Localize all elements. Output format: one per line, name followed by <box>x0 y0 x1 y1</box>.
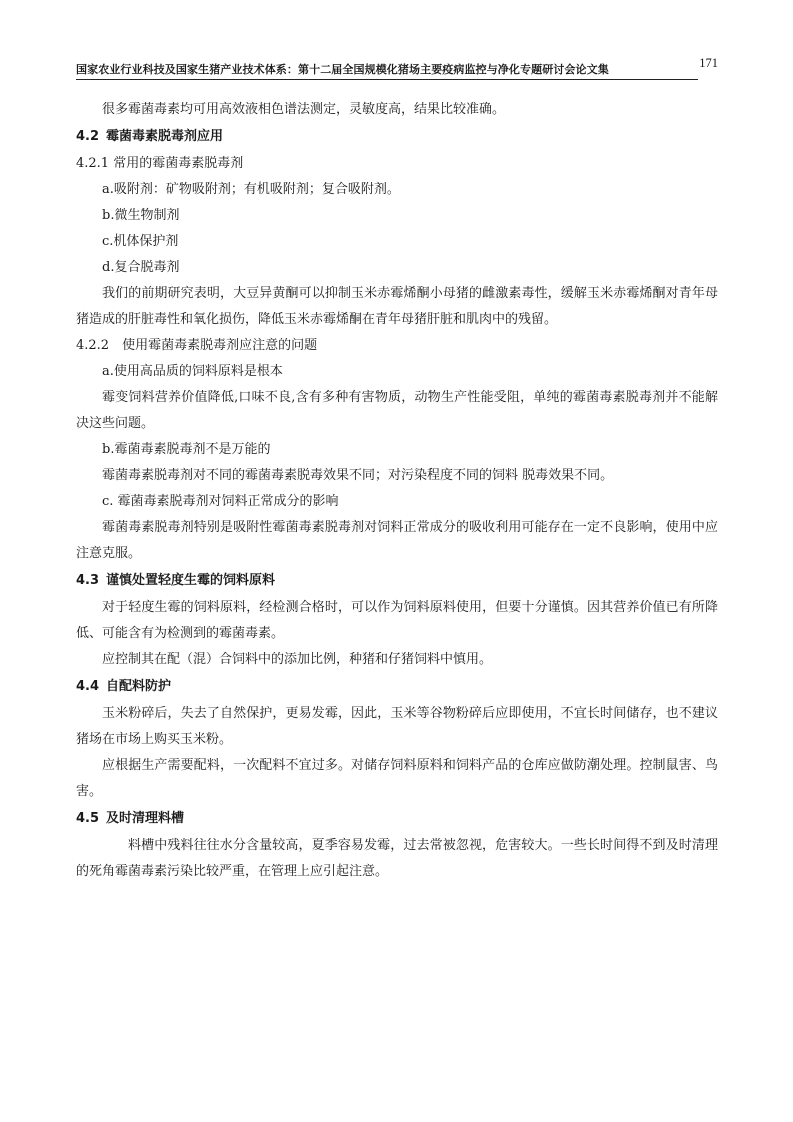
subsection-4-2-2-heading: 4.2.2 使用霉菌毒素脱毒剂应注意的问题 <box>76 338 318 353</box>
running-header <box>76 56 718 80</box>
section-title: 自配料防护 <box>106 679 172 694</box>
header-title: 国家农业行业科技及国家生猪产业技术体系：第十二届全国规模化猪场主要疫病监控与净化专题研讨会论文集 <box>76 63 609 76</box>
section-4-5-heading <box>76 805 718 833</box>
section-4-4-paragraph-2: 应根据生产需要配料，一次配料不宜过多。对储存饲料原料和饲料产品的仓库应做防潮处理。控制鼠害、鸟害。 <box>76 758 718 799</box>
section-4-3-heading <box>76 567 718 595</box>
point-b-title: b.霉菌毒素脱毒剂不是万能的 <box>102 442 271 457</box>
section-4-4-heading <box>76 673 718 701</box>
page-number: 171 <box>699 56 718 70</box>
list-item: a.吸附剂：矿物吸附剂；有机吸附剂；复合吸附剂。 <box>102 182 400 197</box>
section-number: 4.5 <box>76 811 100 826</box>
section-4-2-heading <box>76 123 718 151</box>
section-title: 及时清理料槽 <box>106 811 185 826</box>
section-4-3-paragraph-2: 应控制其在配（混）合饲料中的添加比例，种猪和仔猪饲料中慎用。 <box>102 652 493 667</box>
list-item: c.机体保护剂 <box>102 234 179 249</box>
subsection-4-2-1-heading: 4.2.1 常用的霉菌毒素脱毒剂 <box>76 156 244 171</box>
point-b-text: 霉菌毒素脱毒剂对不同的霉菌毒素脱毒效果不同；对污染程度不同的饲料 脱毒效果不同。 <box>102 468 614 483</box>
section-4-4-paragraph-1: 玉米粉碎后，失去了自然保护，更易发霉，因此，玉米等谷物粉碎后应即使用，不宜长时间储存，也不建议猪场在市场上购买玉米粉。 <box>76 706 718 747</box>
section-4-3-paragraph-1: 对于轻度生霉的饲料原料，经检测合格时，可以作为饲料原料使用，但要十分谨慎。因其营养价值已有所降低、可能含有为检测到的霉菌毒素。 <box>76 600 718 641</box>
section-number: 4.4 <box>76 679 100 694</box>
point-c-title: c. 霉菌毒素脱毒剂对饲料正常成分的影响 <box>102 494 339 509</box>
section-title: 霉菌毒素脱毒剂应用 <box>106 129 224 144</box>
section-title: 谨慎处置轻度生霉的饲料原料 <box>106 573 276 588</box>
point-a-title: a.使用高品质的饲料原料是根本 <box>102 364 283 379</box>
list-item: b.微生物制剂 <box>102 208 180 223</box>
document-body <box>76 97 718 885</box>
research-paragraph: 我们的前期研究表明，大豆异黄酮可以抑制玉米赤霉烯酮小母猪的雌激素毒性，缓解玉米赤霉烯酮对青年母猪造成的肝脏毒性和氧化损伤，降低玉米赤霉烯酮在青年母猪肝脏和肌肉中的残留。 <box>76 286 718 327</box>
section-number: 4.2 <box>76 129 100 144</box>
intro-paragraph: 很多霉菌毒素均可用高效液相色谱法测定，灵敏度高，结果比较准确。 <box>102 102 506 117</box>
section-number: 4.3 <box>76 573 100 588</box>
point-c-text: 霉菌毒素脱毒剂特别是吸附性霉菌毒素脱毒剂对饲料正常成分的吸收利用可能存在一定不良影响，使用中应注意克服。 <box>76 520 718 561</box>
section-4-5-paragraph-1: 料槽中残料往往水分含量较高，夏季容易发霉，过去常被忽视，危害较大。一些长时间得不到及时清理的死角霉菌毒素污染比较严重，在管理上应引起注意。 <box>76 838 718 879</box>
point-a-text: 霉变饲料营养价值降低,口味不良,含有多种有害物质，动物生产性能受阻，单纯的霉菌毒素脱毒剂并不能解决这些问题。 <box>76 390 718 431</box>
list-item: d.复合脱毒剂 <box>102 260 180 275</box>
header-rule <box>76 79 698 80</box>
